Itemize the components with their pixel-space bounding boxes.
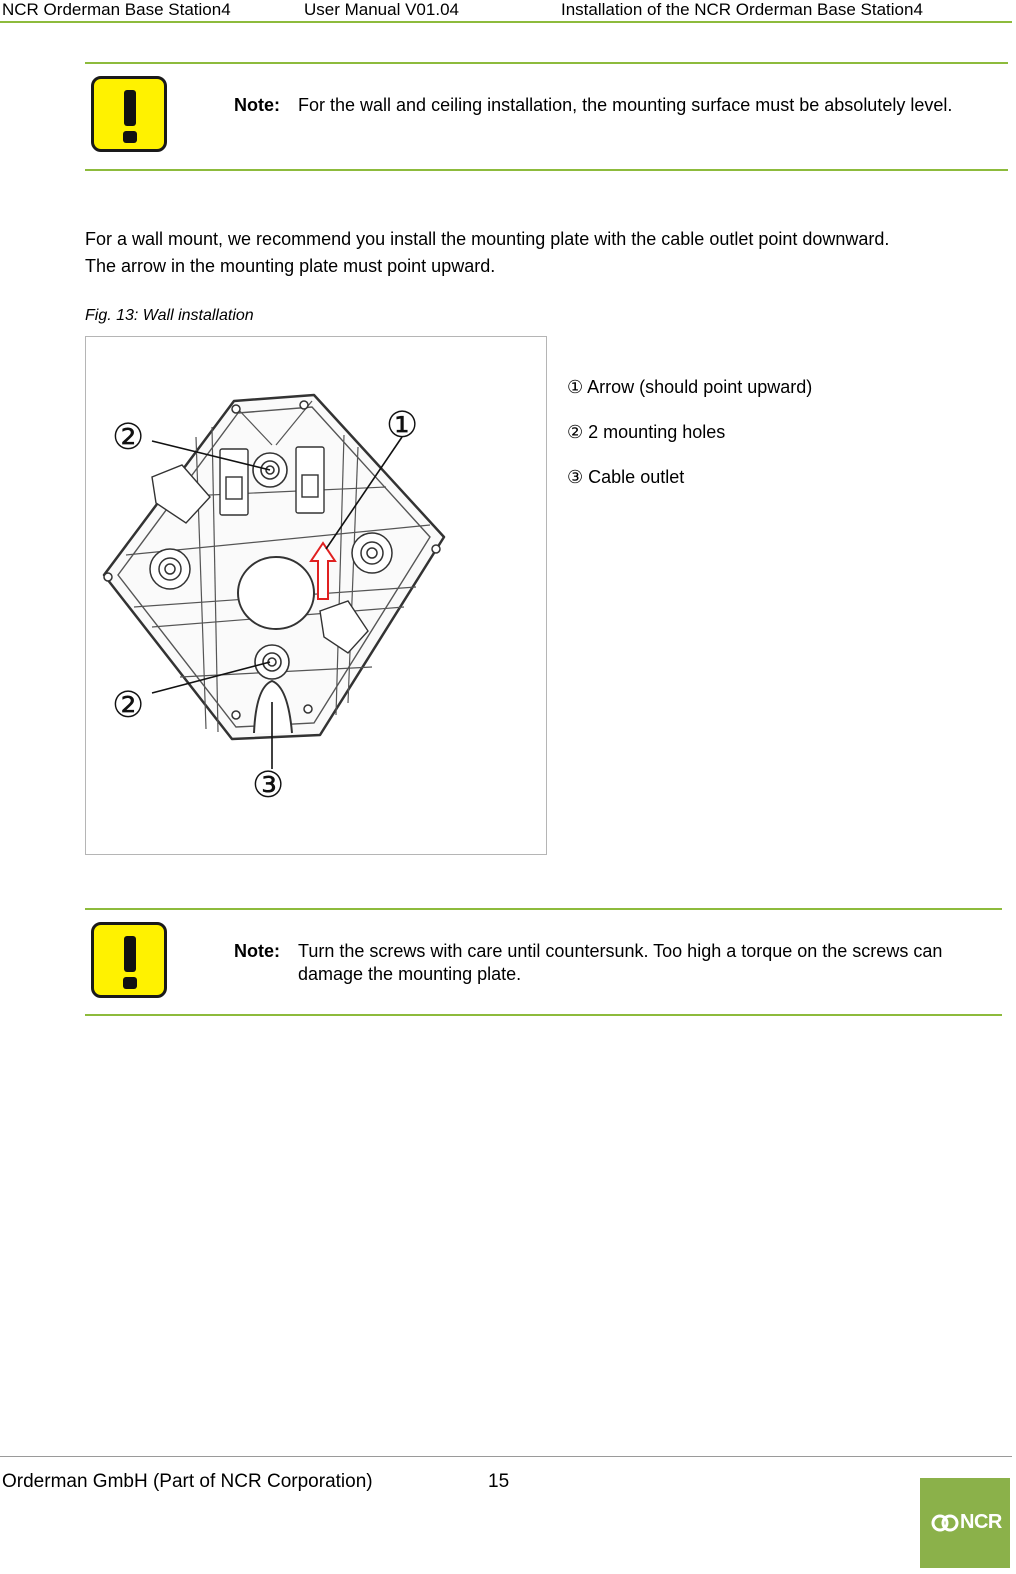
warning-icon: [91, 76, 167, 152]
figure-caption: Fig. 13: Wall installation: [85, 307, 254, 324]
mounting-plate-drawing: [86, 337, 546, 854]
callout-2-bottom: ②: [112, 685, 145, 726]
note1-label: Note:: [234, 95, 280, 115]
body-paragraph: For a wall mount, we recommend you install the mounting plate with the cable outlet point downward. The arrow in the mounting plate must point upward.: [85, 229, 890, 276]
footer-rule: [0, 1456, 1012, 1457]
note1-text: For the wall and ceiling installation, the mounting surface must be absolutely level.: [298, 95, 953, 115]
legend-marker-1: ①: [567, 377, 584, 397]
note2-text: Turn the screws with care until countersunk. Too high a torque on the screws can damage the mounting plate.: [298, 941, 943, 984]
figure-frame: [85, 336, 547, 855]
legend-marker-2: ②: [567, 422, 584, 442]
legend-marker-3: ③: [567, 467, 584, 487]
ncr-logo: [920, 1478, 1010, 1568]
legend-item-1: [567, 377, 812, 398]
ncr-logo-text: NCR: [960, 1511, 1002, 1533]
callout-3: ③: [252, 765, 285, 806]
note1-bottom-rule: [85, 169, 1008, 171]
note1-top-rule: [85, 62, 1008, 64]
header-product: NCR Orderman Base Station4: [2, 0, 231, 19]
note2-bottom-rule: [85, 1014, 1002, 1016]
footer-page-number: 15: [488, 1471, 510, 1492]
legend-text-2: 2 mounting holes: [588, 422, 726, 442]
legend-item-2: [567, 422, 725, 443]
legend-item-3: [567, 467, 684, 488]
footer-company: Orderman GmbH (Part of NCR Corporation): [2, 1471, 373, 1492]
header-rule: [0, 21, 1012, 23]
callout-2-top: ②: [112, 417, 145, 458]
header-section: Installation of the NCR Orderman Base Station4: [561, 0, 923, 19]
header-manual: User Manual V01.04: [304, 0, 459, 19]
legend-text-3: Cable outlet: [588, 467, 685, 487]
note2-top-rule: [85, 908, 1002, 910]
warning-icon: [91, 922, 167, 998]
legend-text-1: Arrow (should point upward): [587, 377, 813, 397]
callout-1: ①: [386, 405, 419, 446]
note2-label: Note:: [234, 941, 280, 961]
